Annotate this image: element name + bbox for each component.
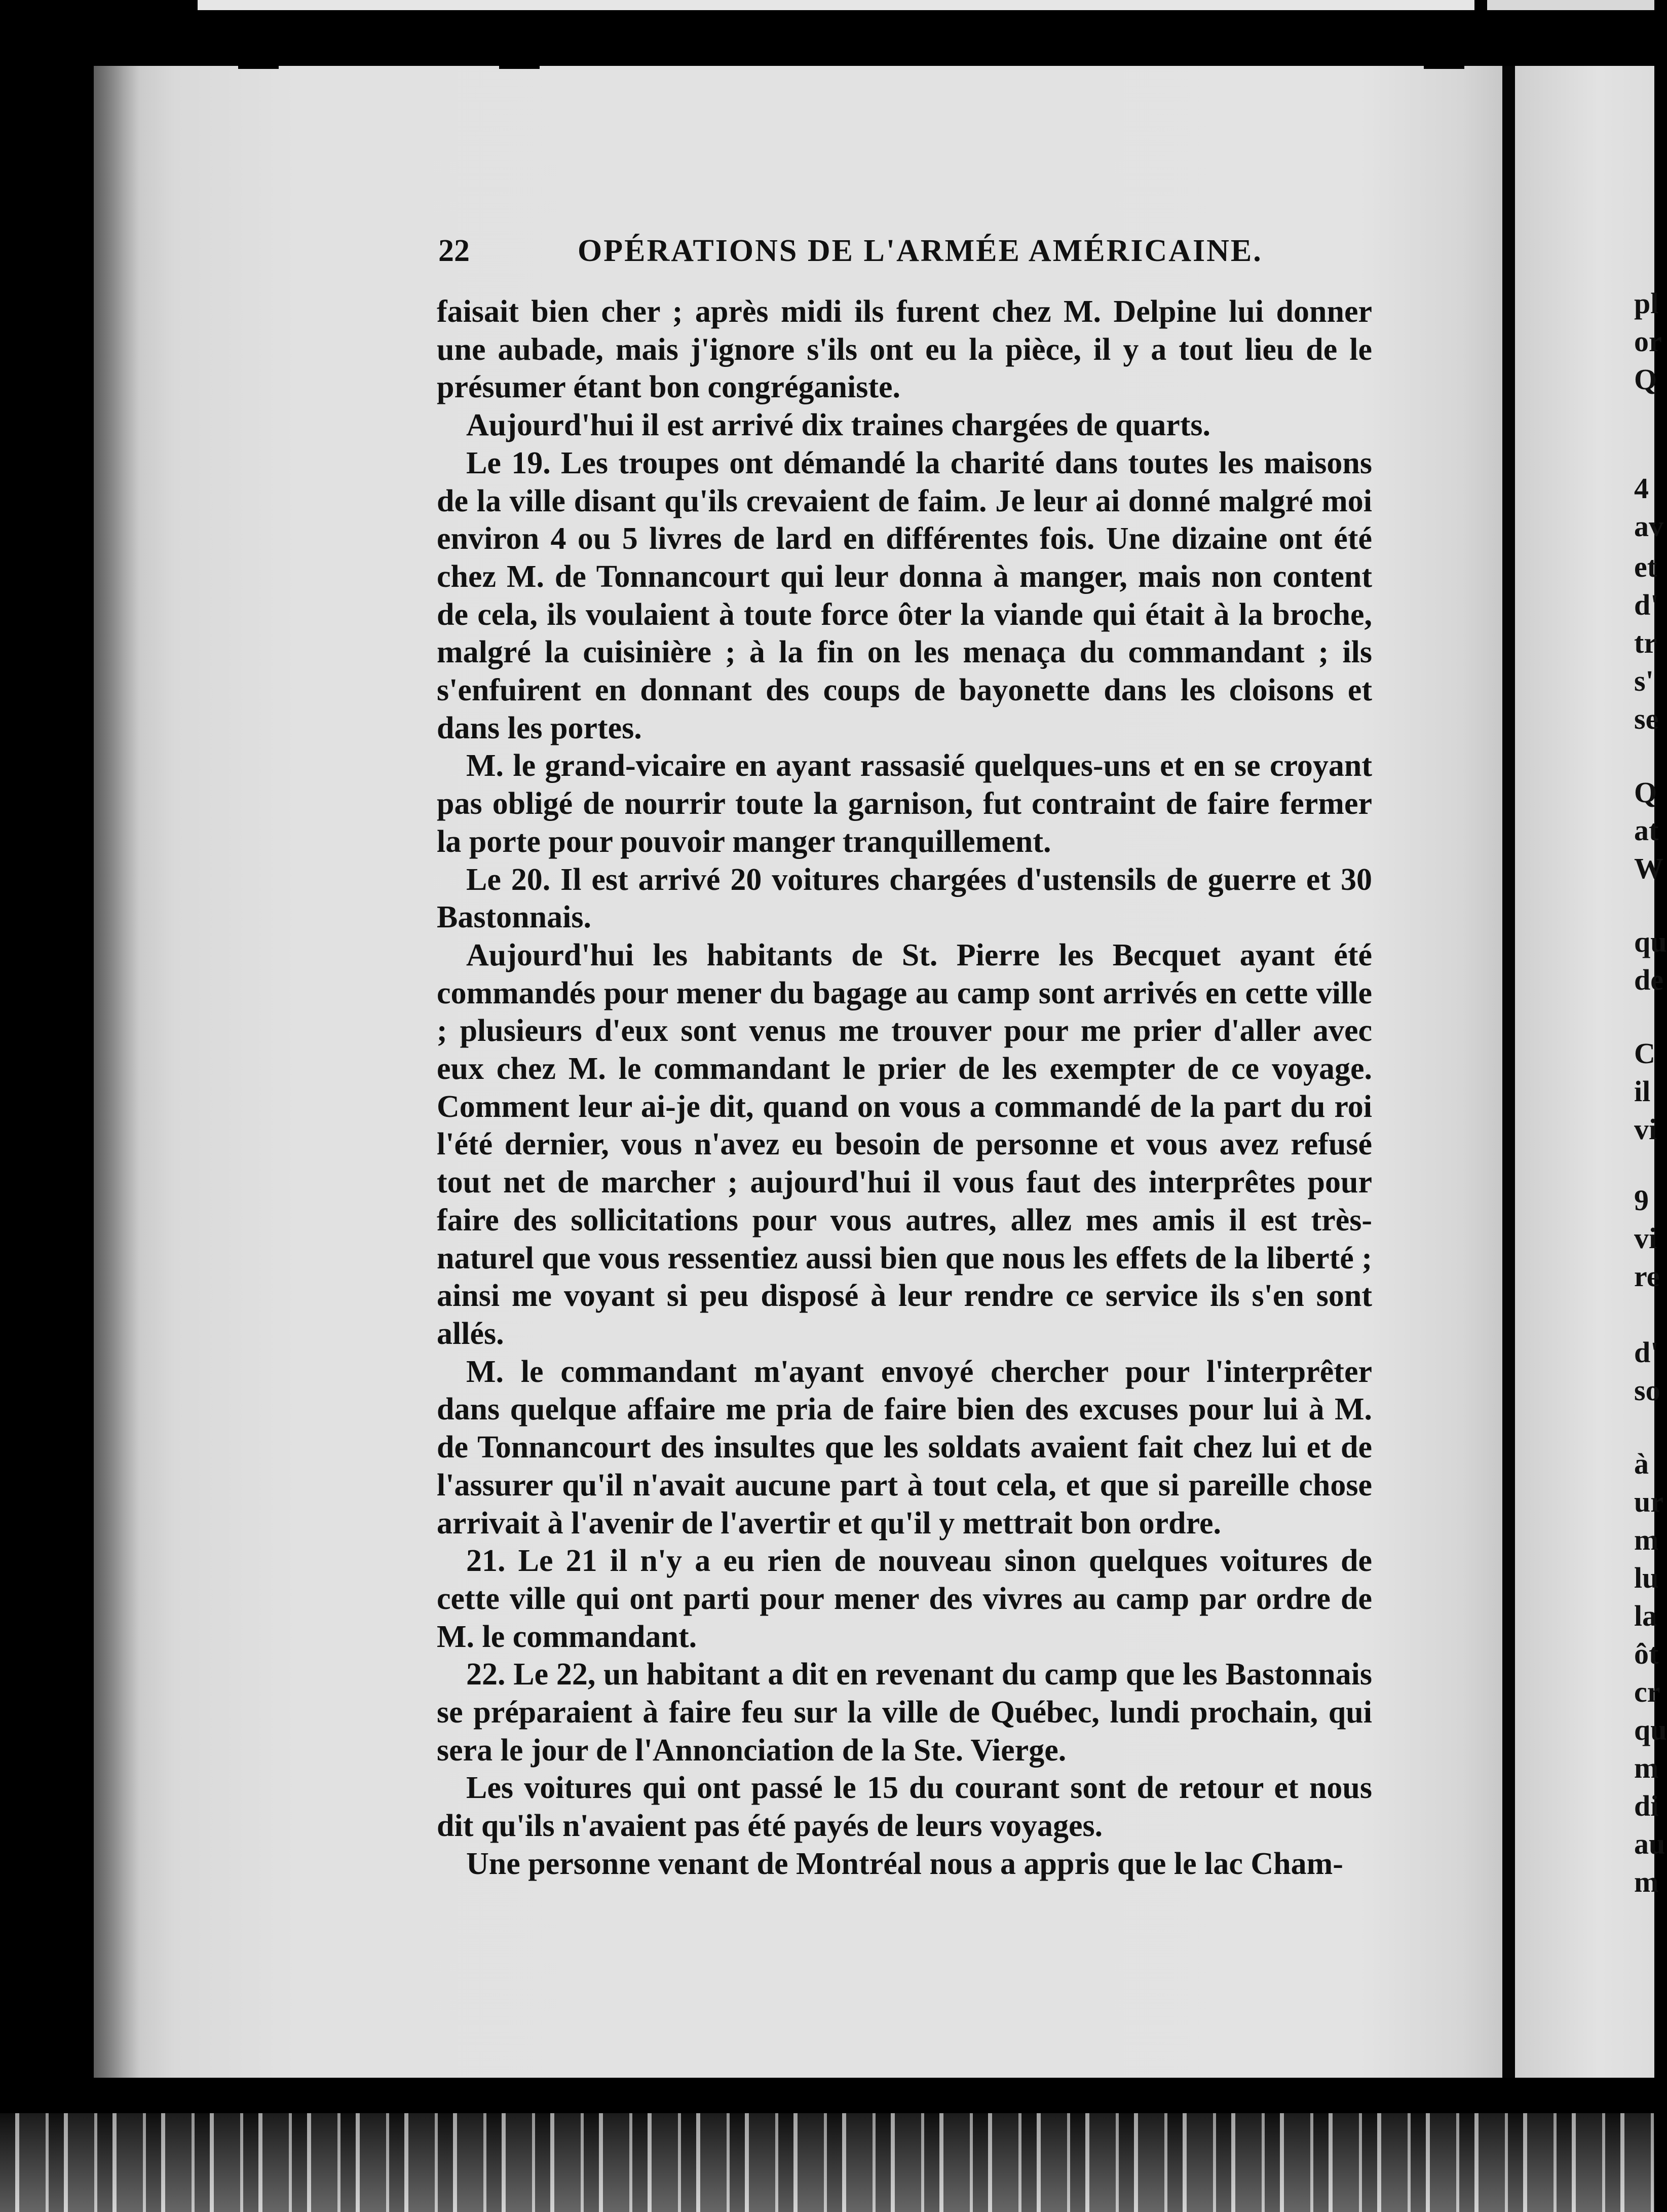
facing-page-fragment: m (1634, 1751, 1659, 1784)
paragraph: Le 19. Les troupes ont démandé la charité dans toutes les maisons de la ville disant qu'ils crevaient de faim. Je leur ai donné malgré moi environ 4 ou 5 livres de lard en différentes fois. Une dizaine ont été chez M. de Tonnancourt qui leur donna à manger, mais non content de cela, ils voulaient à toute force ôter la viande qui était à la broche, malgré la cuisinière ; à la fin on les menaça du commandant ; ils s'enfuirent en donnant des coups de bayonette dans les cloisons et dans les portes. (437, 445, 1372, 745)
facing-page-fragment: s' (1634, 664, 1654, 697)
facing-page-fragment: so (1634, 1374, 1660, 1407)
facing-page-fragment: m (1634, 1523, 1659, 1556)
facing-page-fragment: re (1634, 1260, 1660, 1293)
running-header (438, 228, 1350, 274)
facing-page-fragment: Q (1634, 776, 1657, 809)
facing-page-fragment: di (1634, 1789, 1659, 1822)
facing-page-fragment: W (1634, 852, 1663, 885)
film-sprocket-mark (238, 56, 279, 69)
page-number: 22 (438, 234, 470, 268)
facing-page-fragment: d' (1634, 588, 1659, 621)
facing-page-fragment: qu (1634, 925, 1667, 958)
film-sprocket-mark (499, 56, 540, 69)
facing-page-fragment: qu (1634, 1713, 1667, 1746)
facing-page-fragment: 4 (1634, 472, 1649, 505)
facing-page-fragment: 9 (1634, 1184, 1649, 1217)
facing-page-fragment: C (1634, 1037, 1655, 1070)
facing-page-fragment: à (1634, 1447, 1649, 1480)
facing-page-fragment: Q (1634, 363, 1657, 396)
facing-page-fragment: m (1634, 1865, 1659, 1898)
page-binding-shadow (94, 66, 139, 2078)
facing-page-fragment: ur (1634, 1485, 1663, 1518)
page-gutter (1502, 66, 1515, 2078)
facing-page-fragment: av (1634, 510, 1663, 543)
facing-page-fragment: il (1634, 1075, 1651, 1108)
paragraph: Une personne venant de Montréal nous a appris que le lac Cham- (466, 1846, 1343, 1881)
facing-page-fragment: la (1634, 1599, 1657, 1632)
facing-page-fragment: ôt (1634, 1637, 1659, 1670)
facing-page-fragment: or (1634, 325, 1662, 358)
facing-page-fragment: d' (1634, 1336, 1659, 1369)
paragraph: 22. Le 22, un habitant a dit en revenant du camp que les Bastonnais se préparaient à faire feu sur la ville de Québec, lundi prochain, qui sera le jour de l'Annonciation de la Ste. Vierge. (437, 1657, 1372, 1768)
paragraph: Le 20. Il est arrivé 20 voitures chargées d'ustensils de guerre et 30 Bastonnais. (437, 862, 1372, 935)
facing-page-fragment: de (1634, 963, 1663, 996)
film-edge-top (198, 0, 1474, 10)
paragraph: Les voitures qui ont passé le 15 du courant sont de retour et nous dit qu'ils n'avaient pas été payés de leurs voyages. (437, 1771, 1372, 1844)
facing-page-fragment: et (1634, 550, 1657, 583)
facing-page-fragment: at (1634, 814, 1659, 847)
film-edge-bottom-shade (0, 2113, 1654, 2212)
facing-page-fragment: vi (1634, 1113, 1657, 1146)
facing-page-fragment: tr (1634, 626, 1657, 659)
paragraph: M. le grand-vicaire en ayant rassasié quelques-uns et en se croyant pas obligé de nourrir toute la garnison, fut contraint de faire fermer la porte pour pouvoir manger tranquillement. (437, 748, 1372, 859)
paragraph: M. le commandant m'ayant envoyé chercher pour l'interprêter dans quelque affaire me pria de faire bien des excuses pour lui à M. de Tonnancourt des insultes que les soldats avaient fait chez lui et de l'assurer qu'il n'avait aucune part à tout cela, et que si pareille chose arrivait à l'avenir de l'avertir et qu'il y mettrait bon ordre. (437, 1354, 1372, 1541)
facing-page-edge (1515, 66, 1654, 2078)
running-title: OPÉRATIONS DE L'ARMÉE AMÉRICAINE. (578, 234, 1263, 268)
facing-page-fragment: pl (1634, 287, 1659, 320)
paragraph: faisait bien cher ; après midi ils furent chez M. Delpine lui donner une aubade, mais j'ignore s'ils ont eu la pièce, il y a tout lieu de le présumer étant bon congréganiste. (437, 294, 1372, 405)
facing-page-fragment: vi (1634, 1222, 1657, 1255)
film-edge-top-right (1487, 0, 1654, 10)
film-sprocket-mark (1424, 56, 1464, 69)
facing-page-fragment: lu (1634, 1561, 1659, 1594)
facing-page-fragment: cr (1634, 1675, 1660, 1708)
body-text (437, 293, 1372, 1883)
paragraph: Aujourd'hui les habitants de St. Pierre les Becquet ayant été commandés pour mener du bagage au camp sont arrivés en cette ville ; plusieurs d'eux sont venus me trouver pour me prier d'aller avec eux chez M. le commandant le prier de les exempter de ce voyage. Comment leur ai-je dit, quand on vous a commandé de la part du roi l'été dernier, vous n'avez eu besoin de personne et vous avez refusé tout net de marcher ; aujourd'hui il vous faut des interprêtes pour faire des sollicitations pour vous autres, allez mes amis il est très-naturel que vous ressentiez aussi bien que nous les effets de la liberté ; ainsi me voyant si peu disposé à leur rendre ce service ils s'en sont allés. (437, 938, 1372, 1351)
facing-page-fragment: se (1634, 702, 1659, 735)
paragraph: Aujourd'hui il est arrivé dix traines chargées de quarts. (466, 408, 1210, 443)
paragraph: 21. Le 21 il n'y a eu rien de nouveau sinon quelques voitures de cette ville qui ont parti pour mener des vivres au camp par ordre de M. le commandant. (437, 1544, 1372, 1654)
facing-page-fragment: au (1634, 1827, 1665, 1860)
